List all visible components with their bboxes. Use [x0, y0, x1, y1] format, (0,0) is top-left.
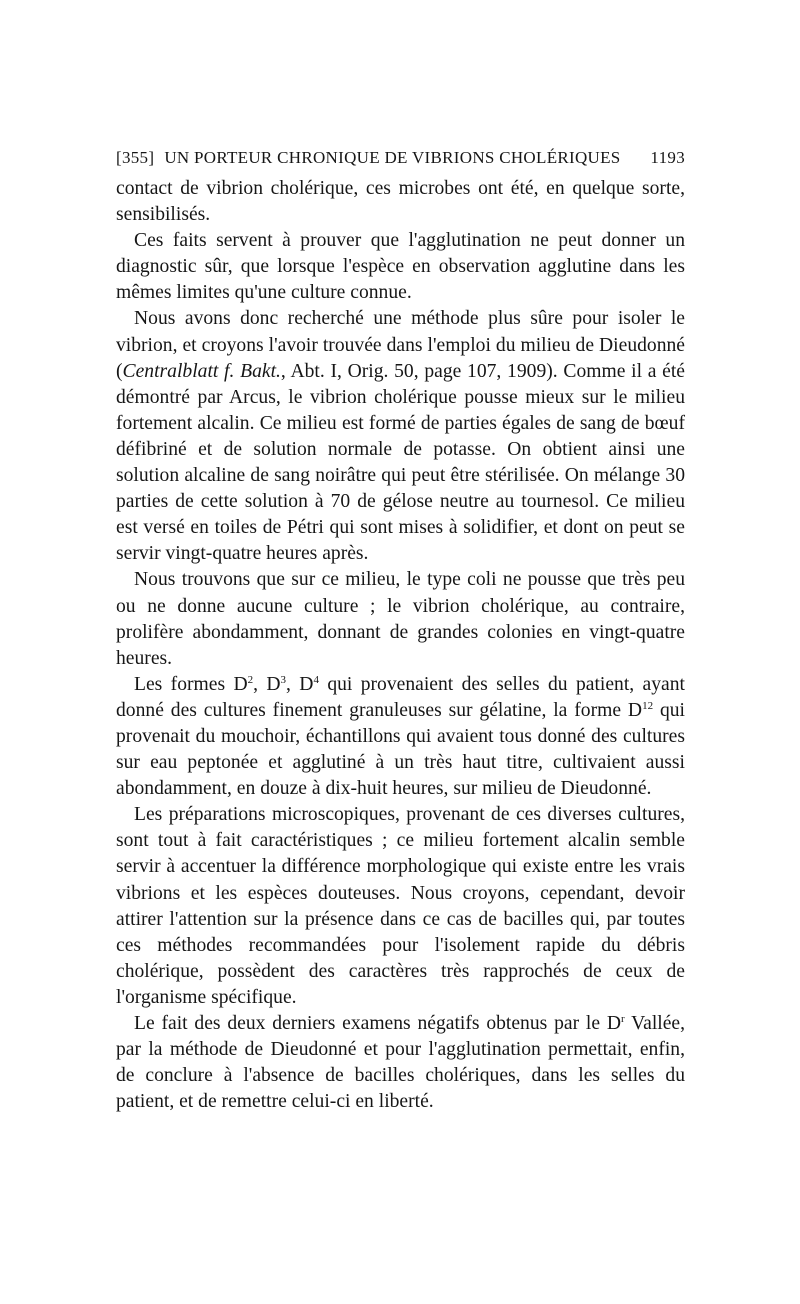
section-number: [355] — [116, 148, 155, 167]
paragraph-3-text-a: Nous avons donc recherché une méthode plus sûre pour isoler le vibrion, et croyons l'avoir trouvée dans l'emploi du milieu de Dieudonné ( — [116, 308, 685, 382]
paragraph-3 — [116, 306, 685, 567]
paragraph-5-text-d: qui provenaient des selles du patient, ayant donné des cultures finement granuleuses sur gélatine, la forme D — [116, 673, 685, 721]
superscript-12: 12 — [642, 699, 654, 712]
paragraph-3-text-b: , Abt. I, Orig. 50, page 107, 1909). Comme il a été démontré par Arcus, le vibrion cholérique pousse mieux sur le milieu fortement alcalin. Ce milieu est formé de parties égales de sang de bœuf défibriné et de solution normale de potasse. On obtient ainsi une solution alcaline de sang noirâtre qui peut être stérilisée. On mélange 30 parties de cette solution à 70 de gélose neutre au tournesol. Ce milieu est versé en toiles de Pétri qui sont mises à solidifier, et dont on peut se servir vingt-quatre heures après. — [116, 360, 685, 565]
running-header — [116, 148, 685, 168]
paragraph-2: Ces faits servent à prouver que l'agglutination ne peut donner un diagnostic sûr, que lorsque l'espèce en observation agglutine dans les mêmes limites qu'une culture connue. — [116, 230, 685, 304]
superscript-r: r — [621, 1013, 625, 1025]
superscript-3: 3 — [280, 673, 287, 686]
paragraph-7-text-a: Le fait des deux derniers examens négatifs obtenus par le D — [134, 1013, 622, 1034]
page-number: 1193 — [650, 148, 685, 167]
paragraph-5 — [116, 672, 685, 802]
superscript-2: 2 — [247, 673, 254, 686]
paragraph-5-text-b: , D — [253, 673, 281, 695]
paragraph-7-text-b: Vallée, par la méthode de Dieudonné et pour l'agglutination permettait, enfin, de conclure à l'absence de bacilles cholériques, dans les selles du patient, et de remettre celui-ci en liberté. — [116, 1013, 685, 1113]
document-page — [116, 148, 685, 1115]
paragraph-5-text-e: qui provenait du mouchoir, échantillons qui avaient tous donné des cultures sur eau peptonée et agglutiné à un très haut titre, cultivaient aussi abondamment, en douze à dix-huit heures, sur milieu de Dieudonné. — [116, 699, 686, 800]
paragraph-6: Les préparations microscopiques, provenant de ces diverses cultures, sont tout à fait caractéristiques ; ce milieu fortement alcalin semble servir à accentuer la différence morphologique qui existe entre les vrais vibrions et les espèces douteuses. Nous croyons, cependant, devoir attirer l'attention sur la présence dans ce cas de bacilles qui, par toutes ces méthodes recommandées pour l'isolement rapide du débris cholérique, possèdent des caractères très rapprochés de ceux de l'organisme spécifique. — [116, 804, 685, 1008]
journal-title: Centralblatt f. Bakt. — [122, 360, 281, 382]
paragraph-4: Nous trouvons que sur ce milieu, le type coli ne pousse que très peu ou ne donne aucune culture ; le vibrion cholérique, au contraire, prolifère abondamment, donnant de grandes colonies en vingt-quatre heures. — [116, 569, 685, 669]
paragraph-1: contact de vibrion cholérique, ces microbes ont été, en quelque sorte, sensibilisés. — [116, 178, 685, 226]
running-title: UN PORTEUR CHRONIQUE DE VIBRIONS CHOLÉRIQUES — [164, 148, 621, 167]
superscript-4: 4 — [313, 673, 319, 686]
paragraph-5-text-c: , D — [286, 673, 314, 695]
paragraph-5-text-a: Les formes D — [134, 673, 248, 695]
paragraph-7 — [116, 1011, 685, 1115]
